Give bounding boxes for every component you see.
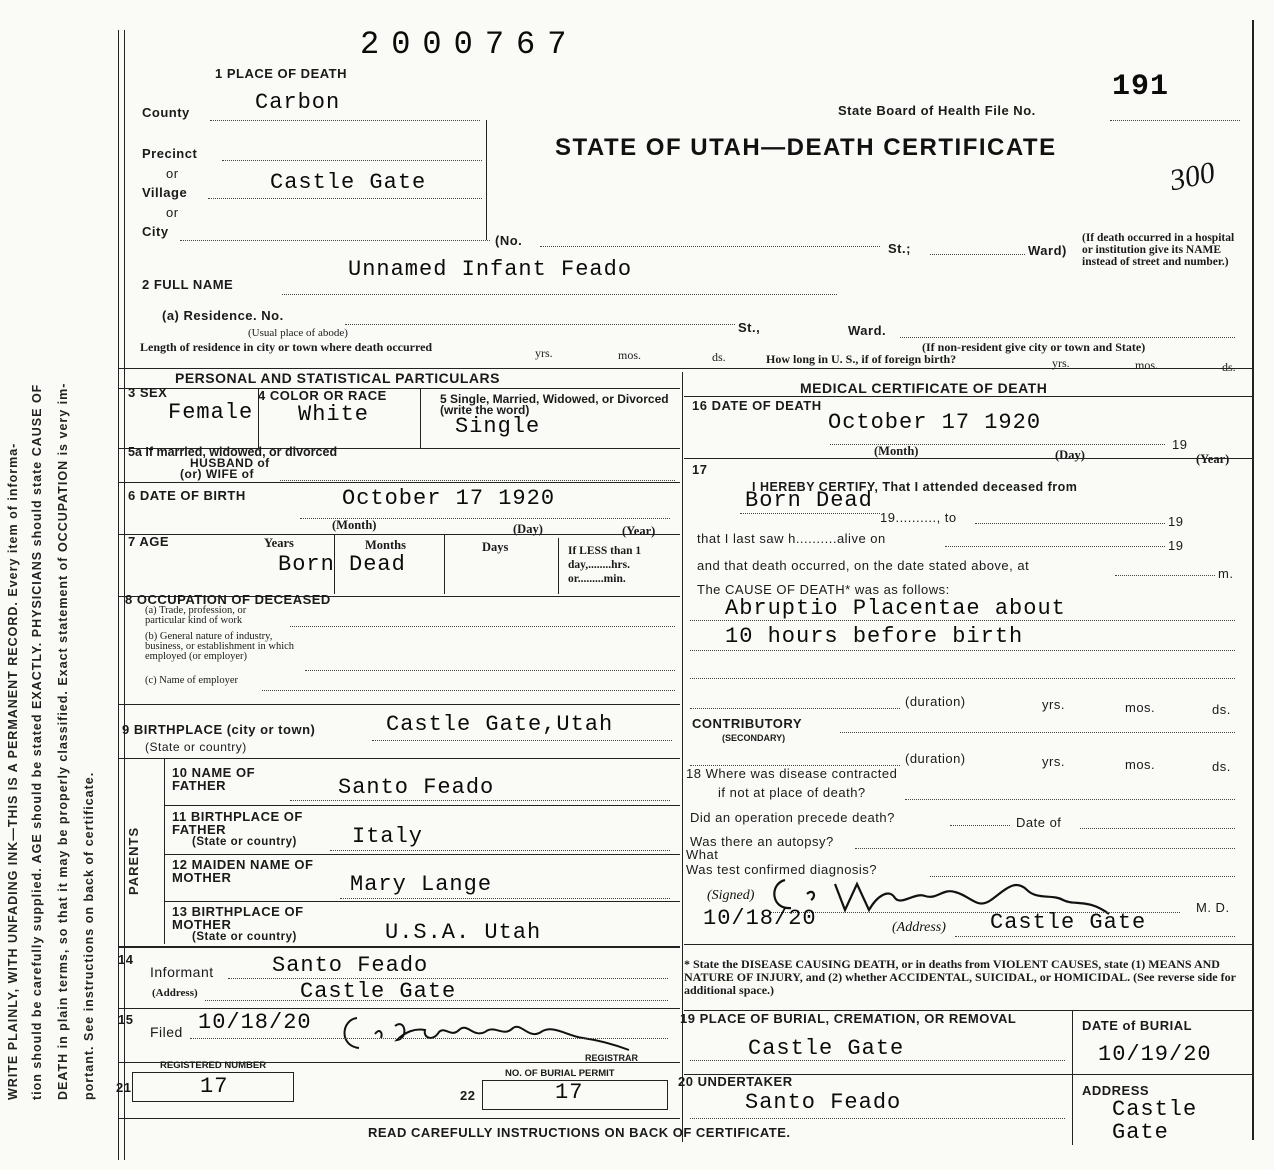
duration-ds-1: ds. <box>1212 702 1231 717</box>
dob-day-label: (Day) <box>513 522 543 536</box>
mother-name-row-bottom <box>164 901 680 902</box>
or-label-1: or <box>166 166 179 181</box>
length-yrs: yrs. <box>535 346 553 360</box>
what-test-label: What <box>686 847 719 862</box>
hospital-note: (If death occurred in a hospital or institution give its NAME instead of street and number.) <box>1082 232 1235 268</box>
how-long-yrs: yrs. <box>1052 356 1070 370</box>
duration-ds-2: ds. <box>1212 759 1231 774</box>
to-line <box>975 523 1165 524</box>
father-birth-line <box>330 850 670 851</box>
filed-label: Filed <box>150 1024 183 1040</box>
residence-ward-label: Ward. <box>848 323 887 338</box>
informant-num: 14 <box>118 952 134 967</box>
parents-divider <box>164 758 165 944</box>
how-long-label: How long in U. S., if of foreign birth? <box>766 352 957 366</box>
autopsy-label: Was there an autopsy? <box>690 834 834 849</box>
how-long-mos: mos. <box>1135 358 1159 372</box>
informant-label: Informant <box>150 964 214 980</box>
occupation-c-line <box>262 690 675 691</box>
age-days-label: Days <box>482 540 509 554</box>
certificate-title: STATE OF UTAH—DEATH CERTIFICATE <box>555 134 1057 161</box>
undertaker-value: Santo Feado <box>745 1090 902 1115</box>
margin-number: 300 <box>1166 155 1218 198</box>
duration-mos-2: mos. <box>1125 757 1156 772</box>
age-less-note: If LESS than 1 day,........hrs. or.........min. <box>568 545 642 585</box>
color-label: 4 COLOR OR RACE <box>258 388 387 403</box>
mother-name-label: 12 MAIDEN NAME OF MOTHER <box>172 857 314 885</box>
birthplace-value: Castle Gate,Utah <box>386 712 614 737</box>
no-line <box>540 246 880 247</box>
file-line <box>1110 120 1240 121</box>
city-label: City <box>142 224 169 239</box>
personal-section-title: PERSONAL AND STATISTICAL PARTICULARS <box>175 370 500 386</box>
father-birth-sub: (State or country) <box>192 836 297 848</box>
duration-label-2: (duration) <box>905 751 966 766</box>
sex-value: Female <box>168 400 254 425</box>
attended-line <box>740 513 880 514</box>
contributory-line <box>840 732 1235 733</box>
date-of-line <box>1080 828 1235 829</box>
informant-address-value: Castle Gate <box>300 979 457 1004</box>
undertaker-label: 20 UNDERTAKER <box>678 1074 793 1089</box>
item18-label: 18 Where was disease contracted <box>686 766 898 781</box>
last-saw-nineteen: 19 <box>1168 538 1184 553</box>
signed-label: (Signed) <box>707 888 755 903</box>
residence-line <box>345 324 735 325</box>
permit-number-value: 17 <box>555 1080 584 1105</box>
cause-label: The CAUSE OF DEATH* was as follows: <box>697 582 950 597</box>
cause-line-3-rule <box>690 678 1235 679</box>
undertaker-address-2: Gate <box>1112 1120 1169 1145</box>
residence-ward-line <box>900 337 1235 338</box>
confirmed-label: Was test confirmed diagnosis? <box>686 862 878 877</box>
attended-value: Born Dead <box>745 488 873 513</box>
registered-number-label: REGISTERED NUMBER <box>160 1060 267 1071</box>
dob-year-label: (Year) <box>622 524 656 538</box>
margin-instructions-line1: WRITE PLAINLY, WITH UNFADING INK—THIS IS A PERMANENT RECORD. Every item of informa- <box>6 442 20 1100</box>
undertaker-address-1: Castle <box>1112 1097 1198 1122</box>
parents-bottom <box>118 946 680 948</box>
mother-birth-sub: (State or country) <box>192 931 297 943</box>
dod-nineteen: 19 <box>1172 437 1188 452</box>
reg-num-label: 21 <box>116 1080 132 1095</box>
not-place-label: if not at place of death? <box>718 785 866 800</box>
frame-left <box>118 30 119 1160</box>
mother-name-value: Mary Lange <box>350 872 493 897</box>
full-name-line <box>282 294 837 295</box>
center-divider <box>682 372 683 1142</box>
duration-yrs-2: yrs. <box>1042 754 1065 769</box>
no-label: (No. <box>495 233 523 248</box>
birthplace-line <box>372 740 672 741</box>
death-m-label: m. <box>1218 566 1234 581</box>
age-label: 7 AGE <box>128 534 170 549</box>
father-birth-value: Italy <box>352 824 424 849</box>
father-birth-label: 11 BIRTHPLACE OF FATHER <box>172 809 303 837</box>
dod-year-label: (Year) <box>1196 452 1230 466</box>
city-line <box>180 240 490 241</box>
birthplace-sub: (State or country) <box>145 740 247 754</box>
medical-title-line <box>684 396 1252 397</box>
autopsy-line <box>855 848 1235 849</box>
dod-value: October 17 1920 <box>828 410 1042 435</box>
father-name-label: 10 NAME OF FATHER <box>172 765 256 793</box>
duration-label-1: (duration) <box>905 694 966 709</box>
father-name-line <box>290 800 670 801</box>
permit-label: NO. OF BURIAL PERMIT <box>505 1068 615 1079</box>
section-top-line <box>118 368 1252 369</box>
mother-birth-label: 13 BIRTHPLACE OF MOTHER <box>172 904 304 932</box>
registrar-label: REGISTRAR <box>585 1053 639 1063</box>
frame-right <box>1252 20 1254 1140</box>
age-div-2 <box>444 534 445 594</box>
nonresident-note: (If non-resident give city or town and State) <box>922 340 1146 354</box>
county-line <box>210 120 480 121</box>
to-label: 19.........., to <box>880 510 957 525</box>
burial-divider <box>1072 1010 1073 1145</box>
how-long-ds: ds. <box>1222 360 1236 374</box>
last-saw-line <box>945 546 1165 547</box>
undertaker-line <box>690 1118 1065 1119</box>
color-divider <box>420 388 421 448</box>
file-number: 191 <box>1112 70 1170 104</box>
dob-month-label: (Month) <box>332 518 377 532</box>
margin-instructions-line3: DEATH in plain terms, so that it may be properly classified. Exact statement of OCCUPATION is very im- <box>56 382 70 1100</box>
village-label: Village <box>142 185 188 200</box>
age-div-3 <box>558 538 559 594</box>
item17-label: 17 <box>692 462 708 477</box>
parents-label: PARENTS <box>126 826 141 895</box>
filed-line <box>190 1038 668 1039</box>
place-divider <box>486 120 487 240</box>
personal-title-line <box>118 388 680 389</box>
duration-line-1 <box>690 708 900 709</box>
certify-text: I HEREBY CERTIFY, That I attended deceased from <box>752 480 1078 494</box>
abode-note: (Usual place of abode) <box>248 327 348 339</box>
permit-num-label: 22 <box>460 1088 476 1103</box>
signature-row-bottom <box>684 944 1252 945</box>
occupation-a: (a) Trade, profession, or particular kind of work <box>145 605 247 626</box>
contributory-label: CONTRIBUTORY <box>692 716 802 731</box>
ward-label: Ward) <box>1028 243 1067 258</box>
burial-date-label: DATE of BURIAL <box>1082 1018 1193 1033</box>
birthplace-label: 9 BIRTHPLACE (city or town) <box>122 722 316 737</box>
color-value: White <box>298 402 370 427</box>
dod-label: 16 DATE OF DEATH <box>692 398 822 413</box>
burial-place-label: 19 PLACE OF BURIAL, CREMATION, OR REMOVAL <box>680 1011 1017 1026</box>
death-occurred-label: and that death occurred, on the date stated above, at <box>697 558 1030 573</box>
spouse-line <box>280 480 675 481</box>
physician-address-label: (Address) <box>892 920 946 935</box>
spouse-label-1: 5a If married, widowed, or divorced <box>128 445 338 459</box>
medical-section-title: MEDICAL CERTIFICATE OF DEATH <box>800 380 1048 396</box>
marital-label: 5 Single, Married, Widowed, or Divorced (write the word) <box>440 392 669 417</box>
occupation-label: 8 OCCUPATION OF DECEASED <box>125 592 331 607</box>
margin-instructions-line2: tion should be carefully supplied. AGE should be stated EXACTLY. PHYSICIANS should state CAUSE OF <box>30 383 44 1100</box>
precinct-label: Precinct <box>142 146 198 161</box>
place-of-death-label: 1 PLACE OF DEATH <box>215 66 347 81</box>
filed-num: 15 <box>118 1012 134 1027</box>
occupation-b: (b) General nature of industry, business, or establishment in which employed (or employer) <box>145 631 295 662</box>
cause-footnote: * State the DISEASE CAUSING DEATH, or in deaths from VIOLENT CAUSES, state (1) MEANS AND NATURE OF INJURY, and (2) whether ACCIDENTAL, SUICIDAL, or HOMICIDAL. (See reverse side for additional space.) <box>684 957 1236 997</box>
dod-month-label: (Month) <box>874 444 919 458</box>
occupation-c: (c) Name of employer <box>145 675 238 686</box>
registered-number-value: 17 <box>200 1074 229 1099</box>
occupation-a-line <box>290 626 675 627</box>
cause-line-1: Abruptio Placentae about <box>725 596 1066 621</box>
cause-line-1-rule <box>690 620 1235 621</box>
marital-value: Single <box>455 414 541 439</box>
st-line <box>930 254 1025 255</box>
dob-row-bottom <box>118 534 680 535</box>
or-label-2: or <box>166 205 179 220</box>
signed-date: 10/18/20 <box>703 906 817 931</box>
date-of-label: Date of <box>1016 815 1062 830</box>
footer-instructions: READ CAREFULLY INSTRUCTIONS ON BACK OF CERTIFICATE. <box>368 1125 791 1140</box>
dob-value: October 17 1920 <box>342 486 556 511</box>
full-name-value: Unnamed Infant Feado <box>348 257 633 282</box>
address-col-label: ADDRESS <box>1082 1083 1150 1098</box>
spouse-label-3: (or) WIFE of <box>180 467 254 481</box>
filed-date: 10/18/20 <box>198 1010 312 1035</box>
margin-instructions-line4: portant. See instructions on back of certificate. <box>82 771 96 1100</box>
duration-mos-1: mos. <box>1125 700 1156 715</box>
dod-row-bottom <box>684 458 1252 459</box>
cause-line-2: 10 hours before birth <box>725 624 1024 649</box>
dob-label: 6 DATE OF BIRTH <box>128 488 246 503</box>
physician-address-line <box>955 936 1235 937</box>
county-label: County <box>142 105 190 120</box>
burial-date-value: 10/19/20 <box>1098 1042 1212 1067</box>
st-label: St.; <box>888 241 911 256</box>
age-years-label: Years <box>264 536 294 550</box>
burial-place-line <box>690 1060 1065 1061</box>
sex-label: 3 SEX <box>128 385 168 400</box>
residence-st-label: St., <box>738 320 761 335</box>
precinct-line <box>222 160 482 161</box>
informant-value: Santo Feado <box>272 953 429 978</box>
father-name-row-bottom <box>164 805 680 806</box>
md-label: M. D. <box>1196 900 1230 915</box>
full-name-label: 2 FULL NAME <box>142 277 234 292</box>
last-saw-label: that I last saw h..........alive on <box>697 531 886 546</box>
age-months-label: Months <box>365 538 406 552</box>
burial-place-value: Castle Gate <box>748 1036 905 1061</box>
informant-address-label: (Address) <box>152 987 198 999</box>
father-birth-row-bottom <box>164 854 680 855</box>
mother-birth-value: U.S.A. Utah <box>385 920 542 945</box>
certificate-number: 2000767 <box>360 26 579 63</box>
informant-address-line <box>205 1000 668 1001</box>
form-bottom-line <box>118 1118 680 1119</box>
age-value: Born Dead <box>278 552 406 577</box>
mother-name-line <box>340 898 670 899</box>
length-mos: mos. <box>618 348 642 362</box>
length-of-residence-label: Length of residence in city or town where death occurred <box>140 340 433 354</box>
operation-line <box>950 825 1010 826</box>
physician-address-value: Castle Gate <box>990 910 1147 935</box>
file-label: State Board of Health File No. <box>838 103 1036 118</box>
residence-label: (a) Residence. No. <box>162 308 284 323</box>
dod-day-label: (Day) <box>1055 448 1085 462</box>
county-value: Carbon <box>255 90 341 115</box>
village-line <box>208 198 482 199</box>
birthplace-row-bottom <box>118 758 680 759</box>
to-nineteen: 19 <box>1168 514 1184 529</box>
village-value: Castle Gate <box>270 170 427 195</box>
length-ds: ds. <box>712 350 726 364</box>
operation-label: Did an operation precede death? <box>690 810 895 825</box>
duration-yrs-1: yrs. <box>1042 697 1065 712</box>
not-place-line <box>905 799 1235 800</box>
occupation-row-bottom <box>118 704 680 705</box>
father-name-value: Santo Feado <box>338 775 495 800</box>
secondary-label: (SECONDARY) <box>722 733 786 743</box>
spouse-label-2: HUSBAND of <box>190 456 270 470</box>
occupation-b-line <box>305 670 675 671</box>
cause-line-2-rule <box>690 650 1235 651</box>
spouse-row-bottom <box>118 482 680 483</box>
death-occurred-line <box>1115 575 1215 576</box>
